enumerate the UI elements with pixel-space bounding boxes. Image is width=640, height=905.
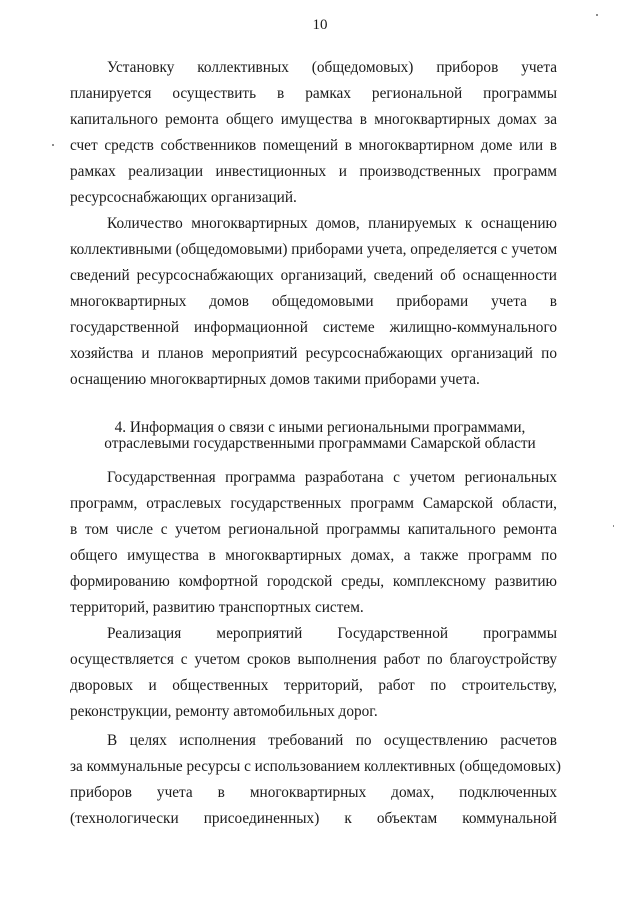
- scan-speck: [613, 525, 614, 527]
- page-number: 10: [312, 17, 328, 33]
- text-line: программ, отраслевых государственных программ Самарской области,: [70, 495, 557, 512]
- text-line: приборов учета в многоквартирных домах, подключенных: [70, 784, 557, 801]
- text-line: многоквартирных домов общедомовыми приборами учета в: [70, 293, 557, 310]
- text-line: сведений ресурсоснабжающих организаций, сведений об оснащенности: [70, 267, 557, 284]
- section-heading-line: 4. Информация о связи с иными региональными программами,: [114, 419, 526, 436]
- scan-speck: [52, 144, 54, 146]
- text-line: Количество многоквартирных домов, планируемых к оснащению: [107, 215, 557, 232]
- text-line: Реализация мероприятий Государственной программы: [107, 625, 557, 642]
- text-line: Государственная программа разработана с учетом региональных: [107, 469, 557, 486]
- text-line: счет средств собственников помещений в многоквартирном доме или в: [70, 137, 557, 154]
- text-line: государственной информационной системе жилищно-коммунального: [70, 319, 557, 336]
- text-line: за коммунальные ресурсы с использованием коллективных (общедомовых): [70, 758, 562, 775]
- text-line: Установку коллективных (общедомовых) приборов учета: [107, 59, 557, 76]
- text-line: реконструкции, ремонту автомобильных дорог.: [70, 703, 378, 720]
- text-line: капитального ремонта общего имущества в многоквартирных домах за: [70, 111, 557, 128]
- text-line: общего имущества в многоквартирных домах, а также программ по: [70, 547, 557, 564]
- text-line: коллективными (общедомовыми) приборами учета, определяется с учетом: [70, 241, 558, 258]
- text-line: планируется осуществить в рамках региональной программы: [70, 85, 557, 102]
- text-line: В целях исполнения требований по осуществлению расчетов: [107, 732, 557, 749]
- text-line: дворовых и общественных территорий, работ по строительству,: [70, 677, 557, 694]
- section-heading-line: отраслевыми государственными программами Самарской области: [104, 435, 536, 452]
- text-line: (технологически присоединенных) к объектам коммунальной: [70, 810, 557, 827]
- text-line: территорий, развитию транспортных систем.: [70, 599, 364, 616]
- text-line: формированию комфортной городской среды, комплексному развитию: [70, 573, 557, 590]
- scan-speck: [596, 14, 598, 16]
- text-line: ресурсоснабжающих организаций.: [70, 189, 297, 206]
- text-line: рамках реализации инвестиционных и производственных программ: [70, 163, 557, 180]
- text-line: в том числе с учетом региональной программы капитального ремонта: [70, 521, 557, 538]
- text-line: хозяйства и планов мероприятий ресурсоснабжающих организаций по: [70, 345, 557, 362]
- text-line: оснащению многоквартирных домов такими приборами учета.: [70, 371, 480, 388]
- text-line: осуществляется с учетом сроков выполнения работ по благоустройству: [70, 651, 557, 668]
